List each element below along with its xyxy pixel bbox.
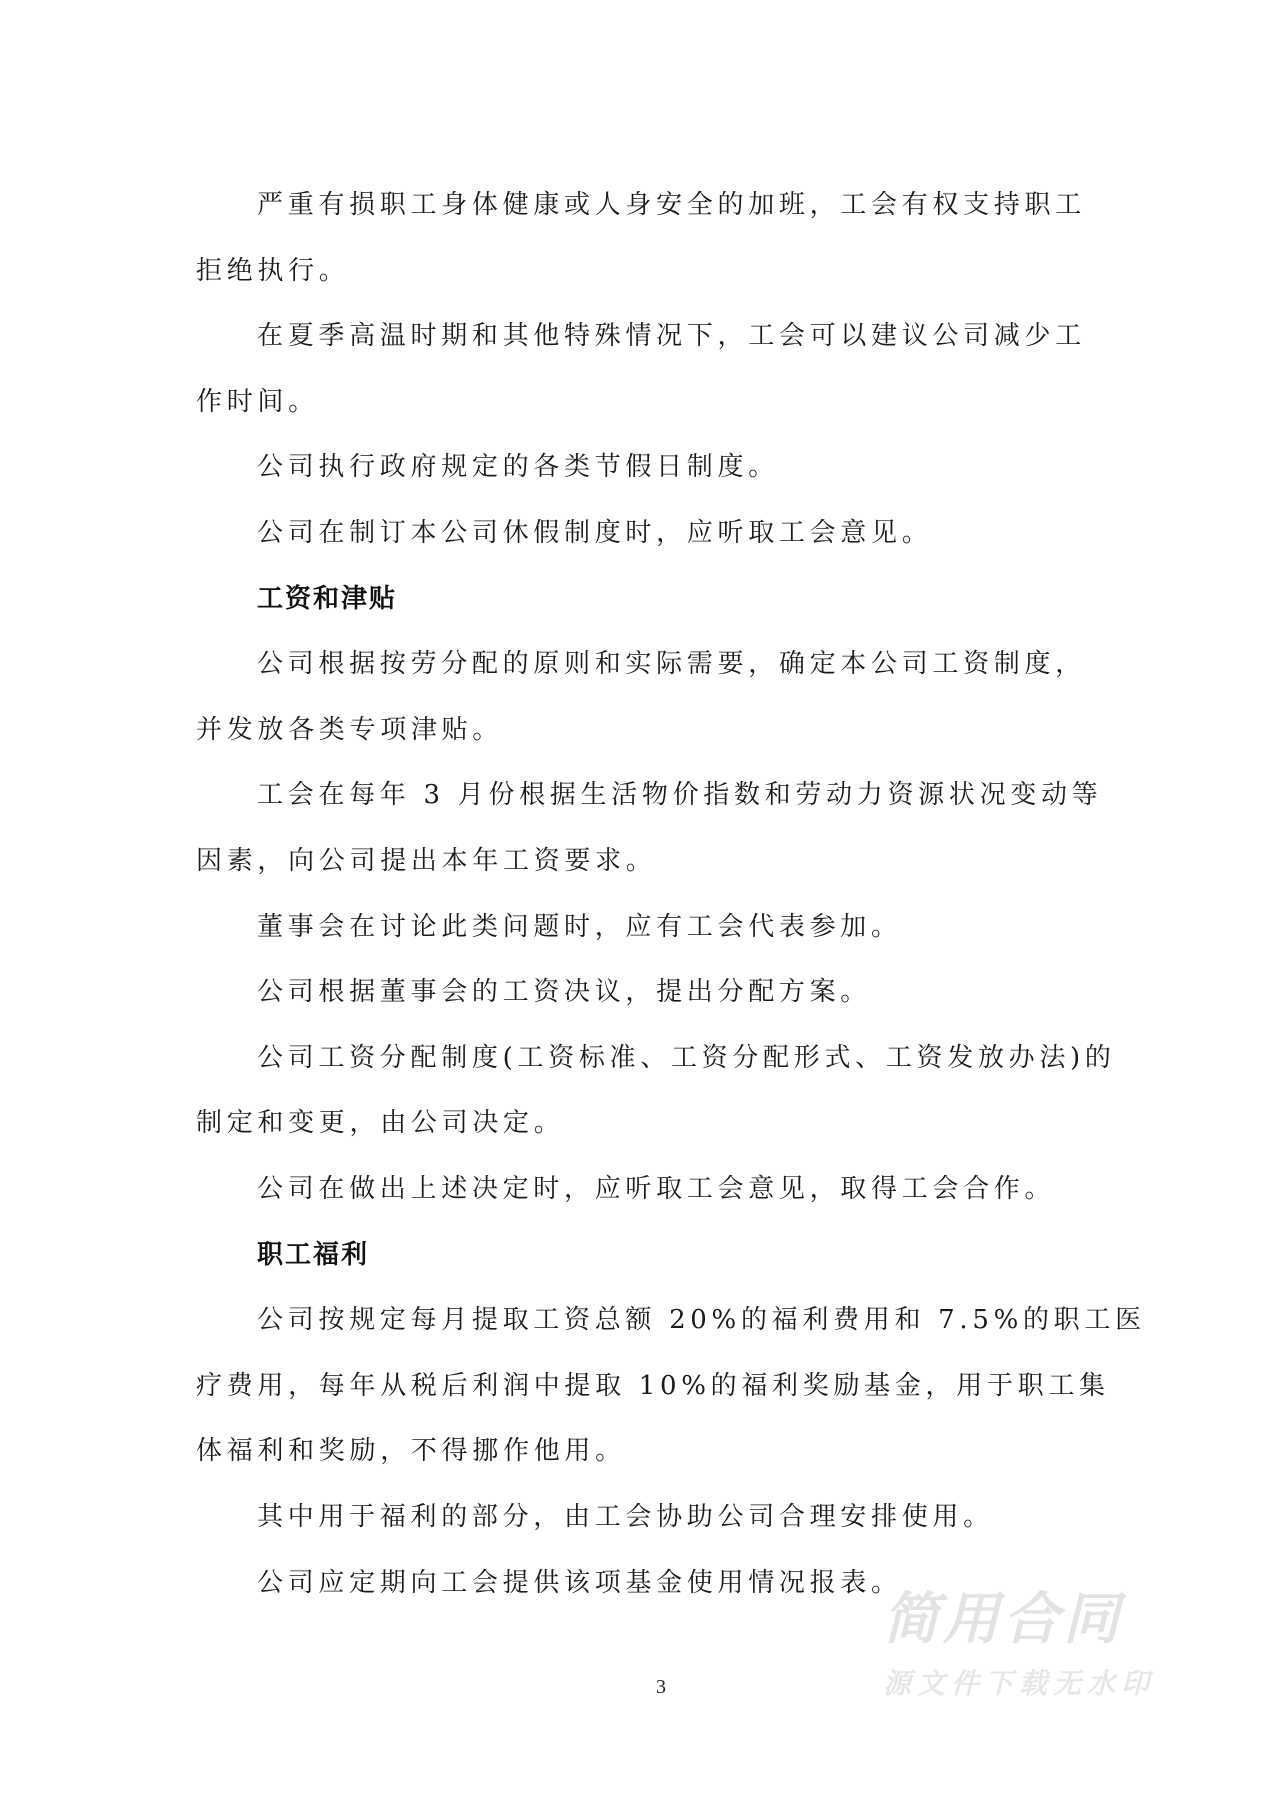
paragraph-line: 作时间。 [196, 387, 319, 417]
watermark-subtitle: 源文件下载无水印 [883, 1667, 1156, 1700]
paragraph-line: 公司根据董事会的工资决议，提出分配方案。 [257, 977, 872, 1007]
paragraph-line: 疗费用，每年从税后利润中提取 10%的福利奖励基金，用于职工集 [196, 1371, 1110, 1401]
paragraph-line: 因素，向公司提出本年工资要求。 [196, 846, 657, 876]
paragraph-line: 公司根据按劳分配的原则和实际需要，确定本公司工资制度， [257, 649, 1086, 679]
section-heading-welfare: 职工福利 [257, 1240, 370, 1270]
paragraph-line: 其中用于福利的部分，由工会协助公司合理安排使用。 [257, 1502, 994, 1532]
paragraph-line: 制定和变更，由公司决定。 [196, 1108, 565, 1138]
paragraph-line: 体福利和奖励，不得挪作他用。 [196, 1436, 626, 1466]
watermark-title: 简用合同 [883, 1587, 1123, 1652]
paragraph-line: 公司按规定每月提取工资总额 20%的福利费用和 7.5%的职工医 [257, 1305, 1146, 1335]
paragraph-line: 严重有损职工身体健康或人身安全的加班，工会有权支持职工 [257, 190, 1086, 220]
paragraph-line: 公司在做出上述决定时，应听取工会意见，取得工会合作。 [257, 1174, 1056, 1204]
paragraph-line: 工会在每年 3 月份根据生活物价指数和劳动力资源状况变动等 [257, 780, 1103, 810]
paragraph-line: 并发放各类专项津贴。 [196, 715, 504, 745]
paragraph-line: 公司应定期向工会提供该项基金使用情况报表。 [257, 1568, 902, 1598]
paragraph-line: 公司执行政府规定的各类节假日制度。 [257, 452, 779, 482]
watermark [883, 1587, 1183, 1700]
paragraph-line: 公司工资分配制度(工资标准、工资分配形式、工资发放办法)的 [257, 1043, 1116, 1073]
page-number: 3 [656, 1676, 666, 1698]
paragraph-line: 拒绝执行。 [196, 256, 350, 286]
paragraph-line: 在夏季高温时期和其他特殊情况下，工会可以建议公司减少工 [257, 321, 1086, 351]
paragraph-line: 董事会在讨论此类问题时，应有工会代表参加。 [257, 912, 902, 942]
paragraph-line: 公司在制订本公司休假制度时，应听取工会意见。 [257, 518, 933, 548]
section-heading-wages: 工资和津贴 [257, 584, 398, 614]
